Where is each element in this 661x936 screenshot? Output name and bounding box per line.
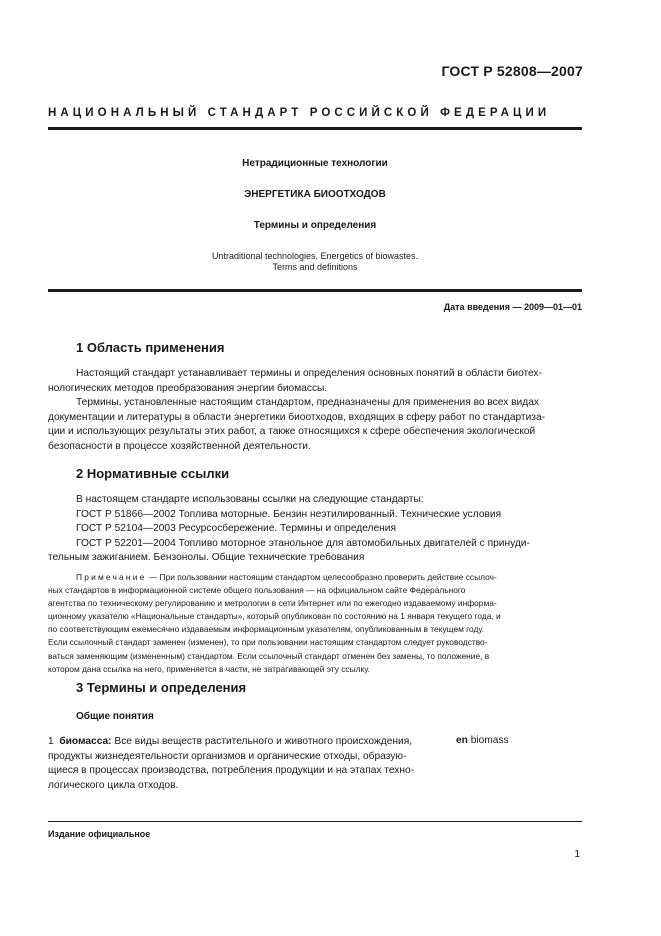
national-standard-title: НАЦИОНАЛЬНЫЙ СТАНДАРТ РОССИЙСКОЙ ФЕДЕРАЦИИ (48, 107, 551, 119)
term-line: логического цикла отходов. (48, 779, 179, 791)
note-label: Примечание (76, 572, 147, 582)
term-line: продукты жизнедеятельности организмов и органические отходы, образую- (48, 750, 407, 762)
note-line: ных стандартов в информационной системе общего пользования — на официальном сайте Федерального (48, 585, 466, 596)
section-2-body (48, 493, 582, 566)
english-term: biomass (467, 735, 509, 746)
reference-gost-51866: ГОСТ Р 51866—2002 Топлива моторные. Бензин неэтилированный. Технические условия (76, 508, 502, 520)
standard-number: ГОСТ Р 52808—2007 (441, 63, 583, 79)
term-definition-start: Все виды веществ растительного и животного происхождения, (111, 736, 413, 747)
note-line: котором дана ссылка на него, применяется в части, не затрагивающей эту ссылку. (48, 663, 370, 674)
term-number: 1 (48, 736, 54, 747)
term-first-line (48, 735, 448, 750)
section-1-heading: 1 Область применения (76, 340, 225, 355)
official-edition-label: Издание официальное (48, 829, 151, 839)
reference-gost-52201: ГОСТ Р 52201—2004 Топливо моторное этанольное для автомобильных двигателей с принуди- (76, 537, 530, 549)
top-rule (48, 127, 582, 130)
english-title-line-1: Untraditional technologies. Energetics of biowastes. (211, 251, 419, 261)
note-text: — При пользовании настоящим стандартом целесообразно проверить действие ссылоч- (146, 572, 497, 582)
introduction-date: Дата введения — 2009—01—01 (443, 302, 582, 312)
reference-gost-52104: ГОСТ Р 52104—2003 Ресурсосбережение. Термины и определения (76, 523, 397, 535)
title-line-3: Термины и определения (253, 220, 377, 231)
term-entry (48, 735, 448, 793)
subsection-heading: Общие понятия (76, 711, 154, 722)
text-line: В настоящем стандарте использованы ссылки на следующие стандарты: (76, 494, 424, 505)
term-line: щиеся в процессах производства, потребления продукции и на этапах техно- (48, 765, 415, 777)
english-title-line-2: Terms and definitions (272, 262, 358, 272)
text-line: ции и использующих результаты этих работ, а также относящихся к сфере обеспечения экологической (48, 426, 536, 438)
note-line: Если ссылочный стандарт заменен (изменен), то при пользовании настоящим стандартом следует руководство- (48, 637, 488, 648)
text-line: безопасности в процессе хозяйственной деятельности. (48, 440, 311, 452)
text-line: Термины, установленные настоящим стандартом, предназначены для применения во всех видах (76, 397, 539, 409)
text-line: Настоящий стандарт устанавливает термины и определения основных понятий в области биотех- (76, 368, 542, 379)
title-line-1: Нетрадиционные технологии (242, 158, 388, 169)
middle-rule (48, 289, 582, 292)
text-line: документации и литературы в области энергетики биоотходов, входящих в сферу работ по стандартиза- (48, 411, 546, 423)
language-code: en (456, 735, 468, 746)
text-line: тельным зажиганием. Бензонолы. Общие технические требования (48, 552, 365, 564)
note-block (48, 571, 582, 676)
note-line: ваться заменяющим (измененным) стандартом. Если ссылочный стандарт отменен без замены, то положение, в (48, 650, 490, 661)
note-line: агентства по техническому регулированию и метрологии в сети Интернет или по ежегодно издаваемому информа- (48, 598, 497, 609)
section-3-heading: 3 Термины и определения (76, 680, 247, 695)
page-number: 1 (574, 849, 580, 860)
footer-rule (48, 821, 582, 822)
title-line-2: ЭНЕРГЕТИКА БИООТХОДОВ (244, 189, 386, 200)
term-name: биомасса: (59, 736, 112, 747)
section-1-body (48, 367, 582, 455)
note-line: ционному указателю «Национальные стандарты», который опубликован по состоянию на 1 января текущего года, и (48, 611, 501, 622)
section-2-heading: 2 Нормативные ссылки (76, 466, 230, 481)
text-line: нологических методов преобразования энергии биомассы. (48, 382, 328, 394)
note-line (48, 571, 582, 584)
note-line: по соответствующим ежемесячно издаваемым информационным указателям, опубликованным в текущем году. (48, 624, 485, 635)
english-equivalent (456, 735, 509, 746)
